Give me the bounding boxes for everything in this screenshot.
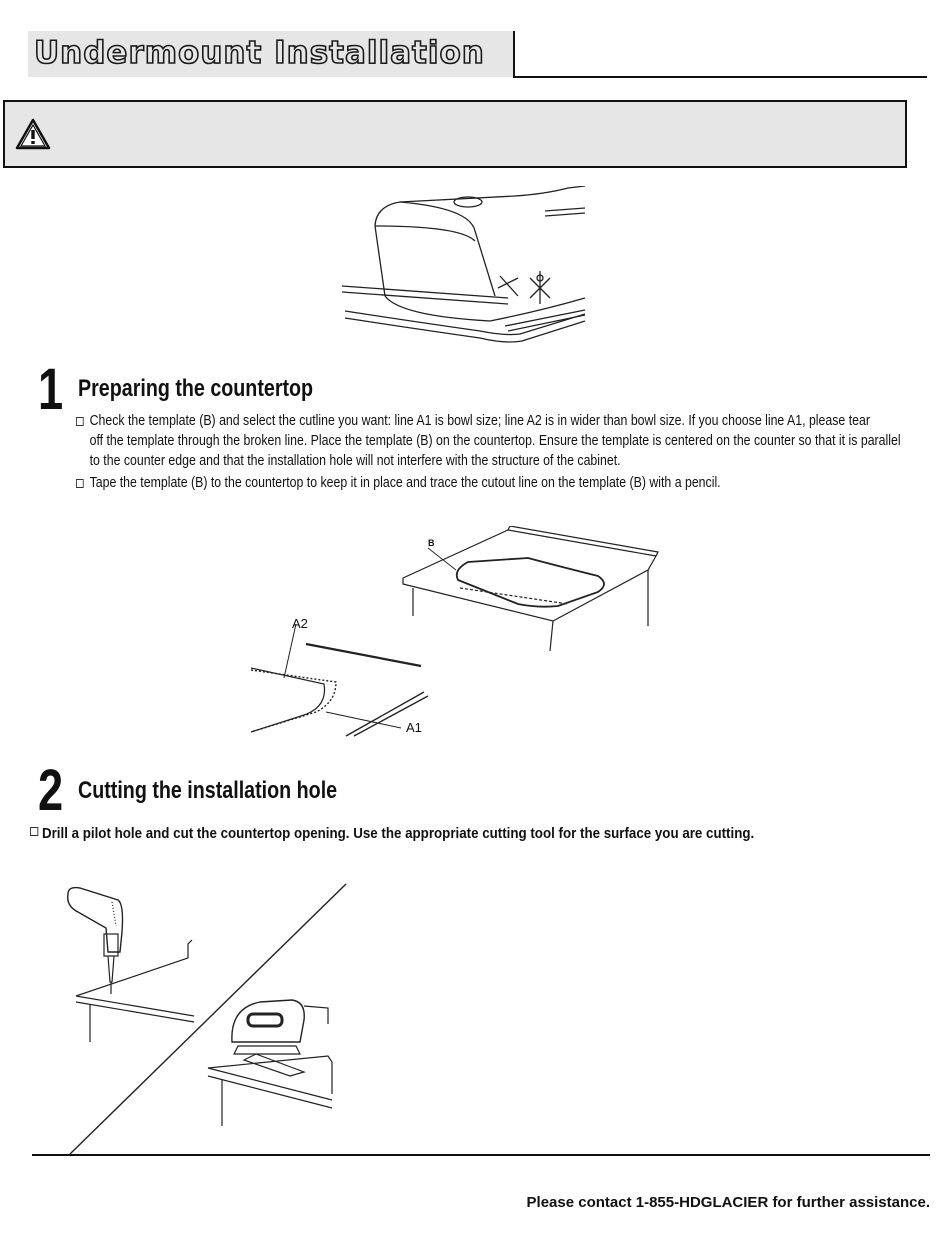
sink-mounting-illustration — [340, 186, 590, 356]
checkbox-square-icon — [76, 417, 84, 426]
countertop-template-illustration — [398, 526, 660, 658]
step-1-bullet — [76, 411, 901, 471]
cutline-label-a1: A1 — [406, 720, 422, 735]
step-1-title: Preparing the countertop — [78, 375, 314, 402]
drill-jigsaw-illustration — [60, 882, 350, 1154]
instruction-line: off the template through the broken line. Place the template (B) on the countertop. Ensure the template is centered on the counter so that it is parallel — [89, 433, 901, 449]
instruction-line: Drill a pilot hole and cut the countertop opening. Use the appropriate cutting tool for the surface you are cutting. — [41, 826, 755, 842]
checkbox-square-icon — [76, 479, 84, 488]
step-2-number: 2 — [38, 758, 64, 823]
checkbox-square-icon — [30, 827, 38, 836]
step-2-instruction — [30, 826, 754, 842]
title-box — [28, 31, 515, 77]
cutline-detail-illustration — [246, 612, 436, 738]
instruction-line: Tape the template (B) to the countertop to keep it in place and trace the cutout line on the template (B) with a pencil. — [89, 475, 721, 491]
warning-box — [3, 100, 907, 168]
cutline-label-a2: A2 — [292, 616, 308, 631]
step-1-bullet — [76, 473, 901, 493]
instruction-line: Check the template (B) and select the cutline you want: line A1 is bowl size; line A2 is in wider than bowl size. If you choose line A1, please tear — [89, 413, 870, 429]
footer-rule — [32, 1154, 930, 1156]
step-2-title: Cutting the installation hole — [78, 777, 338, 804]
warning-triangle-icon — [15, 118, 51, 150]
title-rule — [513, 76, 927, 78]
step-1-number: 1 — [38, 357, 64, 422]
step-1-instructions — [76, 411, 950, 493]
page-title: Undermount Installation — [34, 35, 485, 71]
footer-contact-text: Please contact 1-855-HDGLACIER for further assistance. — [526, 1194, 930, 1211]
instruction-line: to the counter edge and that the installation hole will not interfere with the structure of the cabinet. — [89, 453, 621, 469]
template-label-b: B — [428, 538, 435, 548]
